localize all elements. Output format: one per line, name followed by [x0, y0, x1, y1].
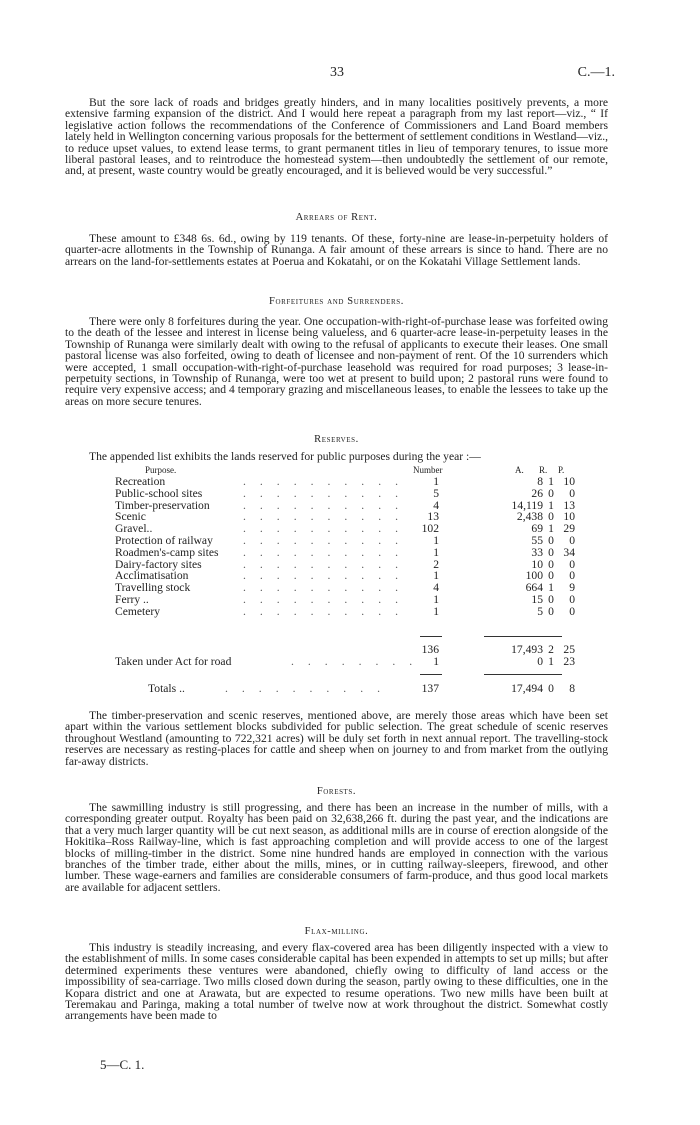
- row-number: 1: [433, 533, 439, 547]
- row-acres: 100: [525, 569, 543, 583]
- heading-forests: Forests.: [316, 786, 357, 797]
- totals-perches: 8: [569, 682, 575, 695]
- leader-dots: ..........: [243, 592, 412, 606]
- document-reference: C.—1.: [577, 65, 615, 80]
- forests-paragraph: The sawmilling industry is still progressing, and there has been an increase in the number of mills, with a corresponding greater output. Royalty has been paid on 32,638,266 ft. during the past year, and the indications are that a very much larger quantity will be cut next season, as additional mills are in course of erection alongside of the Hokitika–Ross Railway-line, which is fast approaching completion and will provide access to one of the largest blocks of milling-timber in the district. Some nine hundred hands are employed in connection with the various branches of the timber trade, either about the mills, mines, or in cutting railway-sleepers, firewood, and other lumber. These wage-earners and families are considerable consumers of farm-produce, and thus good local markets are available for adjacent settlers.: [65, 801, 608, 894]
- heading-forfeitures: Forfeitures and Surrenders.: [269, 296, 404, 307]
- page-header: [0, 65, 700, 85]
- row-acres: 33: [531, 545, 543, 559]
- col-acres: A.: [515, 465, 524, 475]
- leader-dots: ..........: [243, 557, 412, 571]
- col-number: Number: [413, 465, 443, 475]
- table-row: [115, 594, 575, 606]
- leader-dots: ..........: [243, 545, 412, 559]
- row-roods: 0: [548, 592, 554, 606]
- heading-flax: Flax-milling.: [304, 926, 369, 937]
- row-number: 4: [433, 498, 439, 512]
- row-purpose: Scenic: [115, 510, 146, 524]
- row-perches: 9: [569, 581, 575, 595]
- leader-dots: ..........: [243, 533, 412, 547]
- row-roods: 0: [548, 486, 554, 500]
- flax-paragraph: This industry is steadily increasing, and every flax-covered area has been diligently inspected with a view to the establishment of mills. In some cases considerable capital has been expended in attempts to set up mills; but after determined experiments these ventures were abandoned, chiefly owing to difficulty of land access or the impossibility of sea-carriage. Two mills closed down during the season, partly owing to these difficulties, one in the Kopara district and one at Arawata, but are expected to resume operations. Two new mills have been built at Teremakau and Paringa, making a total number of twelve now at work throughout the district. Somewhat costly arrangements have been made to: [65, 941, 608, 1023]
- leader-dots: ..........: [243, 522, 412, 536]
- totals-label: Totals ..: [148, 682, 185, 695]
- row-acres: 2,438: [516, 510, 543, 524]
- row-acres: 55: [531, 533, 543, 547]
- table-row: [115, 547, 575, 559]
- row-purpose: Public-school sites: [115, 486, 203, 500]
- col-purpose: Purpose.: [145, 465, 177, 475]
- table-row: [115, 488, 575, 500]
- table-row: [115, 606, 575, 618]
- row-purpose: Dairy-factory sites: [115, 557, 202, 571]
- row-perches: 0: [569, 533, 575, 547]
- row-purpose: Travelling stock: [115, 581, 191, 595]
- heading-arrears: Arrears of Rent.: [295, 212, 378, 223]
- row-perches: 0: [569, 604, 575, 618]
- road-act-perches: 23: [563, 654, 575, 668]
- row-roods: 1: [548, 498, 554, 512]
- leader-dots: ..........: [243, 581, 412, 595]
- row-roods: 0: [548, 557, 554, 571]
- row-perches: 29: [563, 522, 575, 536]
- row-purpose: Timber-preservation: [115, 498, 210, 512]
- page-footer-signature: 5—C. 1.: [100, 1057, 145, 1072]
- totals-acres: 17,494: [511, 682, 543, 695]
- rule-number-total: [420, 674, 442, 675]
- row-acres: 26: [531, 486, 543, 500]
- table-row-totals: [115, 683, 575, 695]
- road-act-roods: 1: [548, 654, 554, 668]
- table-row-road-act: [115, 656, 575, 668]
- reserves-intro: The appended list exhibits the lands reserved for public purposes during the year :—: [89, 450, 481, 463]
- row-perches: 0: [569, 486, 575, 500]
- subtotal-block: [115, 644, 575, 668]
- totals-roods: 0: [548, 682, 554, 695]
- rule-number-subtotal: [420, 636, 442, 637]
- leader-dots: ..........: [243, 486, 412, 500]
- leader-dots: ..........: [225, 682, 394, 695]
- row-roods: 0: [548, 569, 554, 583]
- row-purpose: Recreation: [115, 475, 166, 488]
- row-number: 4: [433, 581, 439, 595]
- reserves-after-paragraph: The timber-preservation and scenic reserves, mentioned above, are merely those areas which have been set apart within the various settlement blocks subdivided for public selection. The great schedule of scenic reserves throughout Westland (amounting to 722,321 acres) will be duly set forth in next annual report. The travelling-stock reserves are necessary as resting-places for cattle and sheep when on journey to and from market from the outlying far-away districts.: [65, 709, 608, 768]
- row-purpose: Roadmen's-camp sites: [115, 545, 219, 559]
- row-roods: 0: [548, 533, 554, 547]
- leader-dots: ..........: [243, 475, 412, 488]
- subtotal-perches: 25: [563, 643, 575, 656]
- page-number: 33: [330, 65, 344, 80]
- road-act-number: 1: [433, 654, 439, 668]
- reserves-table: [115, 465, 575, 618]
- row-roods: 1: [548, 581, 554, 595]
- road-act-acres: 0: [537, 654, 543, 668]
- row-acres: 8: [537, 475, 543, 488]
- row-perches: 0: [569, 557, 575, 571]
- leader-dots: ........: [291, 654, 427, 668]
- row-number: 1: [433, 545, 439, 559]
- rule-area-subtotal: [484, 636, 562, 637]
- row-acres: 15: [531, 592, 543, 606]
- rule-area-total: [484, 674, 562, 675]
- row-roods: 1: [548, 522, 554, 536]
- row-number: 1: [433, 569, 439, 583]
- row-purpose: Protection of railway: [115, 533, 213, 547]
- leader-dots: ..........: [243, 604, 412, 618]
- forfeitures-paragraph: There were only 8 forfeitures during the year. One occupation-with-right-of-purchase lease was forfeited owing to the death of the lessee and interest in license being valueless, and 6 quarter-acre lease-in-perpetuity leases in the Township of Runanga were similarly dealt with owing to the refusal of applicants to execute their leases. One small pastoral license was also forfeited, owing to death of licensee and non-payment of rent. Of the 10 surrenders which were accepted, 1 small occupation-with-right-of-purchase leasehold was required for road purposes; 3 lease-in-perpetuity sections, in Township of Runanga, were too wet at present to build upon; 2 pastoral runs were found to require very expensive access; and 4 temporary grazing and miscellaneous leases, to enable the lessees to take up the areas on more secure tenures.: [65, 315, 608, 408]
- leader-dots: ..........: [243, 510, 412, 524]
- subtotal-roods: 2: [548, 643, 554, 656]
- row-roods: 0: [548, 604, 554, 618]
- row-number: 1: [433, 604, 439, 618]
- totals-block: [115, 683, 575, 695]
- row-roods: 0: [548, 545, 554, 559]
- row-acres: 5: [537, 604, 543, 618]
- row-purpose: Cemetery: [115, 604, 161, 618]
- road-act-purpose: Taken under Act for road: [115, 654, 232, 668]
- leader-dots: ..........: [243, 498, 412, 512]
- row-perches: 10: [563, 510, 575, 524]
- row-roods: 0: [548, 510, 554, 524]
- col-perches: P.: [558, 465, 565, 475]
- row-number: 2: [433, 557, 439, 571]
- subtotal-acres: 17,493: [511, 643, 543, 656]
- row-perches: 0: [569, 592, 575, 606]
- row-acres: 664: [525, 581, 543, 595]
- row-number: 1: [433, 475, 439, 488]
- row-acres: 10: [531, 557, 543, 571]
- row-purpose: Ferry ..: [115, 592, 149, 606]
- row-perches: 10: [563, 475, 575, 488]
- row-perches: 0: [569, 569, 575, 583]
- row-perches: 13: [563, 498, 575, 512]
- col-roods: R.: [539, 465, 548, 475]
- heading-reserves: Reserves.: [314, 434, 359, 445]
- row-perches: 34: [563, 545, 575, 559]
- totals-number: 137: [421, 682, 439, 695]
- row-purpose: Gravel..: [115, 522, 153, 536]
- row-acres: 69: [531, 522, 543, 536]
- intro-paragraph: But the sore lack of roads and bridges greatly hinders, and in many localities positively prevents, a more extensive farming expansion of the district. And I would here repeat a paragraph from my last report—viz., “ If legislative action follows the recommendations of the Conference of Commissioners and Land Board members lately held in Wellington concerning various proposals for the betterment of settlement conditions in Westland—viz., to reduce upset values, to extend lease terms, to grant permanent titles in lieu of temporary tenures, to issue more liberal pastoral leases, and to reintroduce the homestead system—then undoubtedly the settlement of our remote, and, at present, waste country would be greatly encouraged, and it is believed would be very successful.”: [65, 96, 608, 178]
- subtotal-number: 136: [421, 643, 439, 656]
- row-number: 102: [421, 522, 439, 536]
- arrears-paragraph: These amount to £348 6s. 6d., owing by 119 tenants. Of these, forty-nine are lease-in-perpetuity holders of quarter-acre allotments in the Township of Runanga. A fair amount of these arrears is since to hand. There are no arrears on the land-for-settlements estates at Poerua and Kokatahi, or on the Kokatahi Village Settlement lands.: [65, 232, 608, 268]
- row-acres: 14,119: [511, 498, 543, 512]
- row-number: 1: [433, 592, 439, 606]
- row-number: 5: [433, 486, 439, 500]
- row-roods: 1: [548, 475, 554, 488]
- row-number: 13: [427, 510, 439, 524]
- leader-dots: ..........: [243, 569, 412, 583]
- table-body: [115, 476, 575, 618]
- row-purpose: Acclimatisation: [115, 569, 189, 583]
- table-row: [115, 535, 575, 547]
